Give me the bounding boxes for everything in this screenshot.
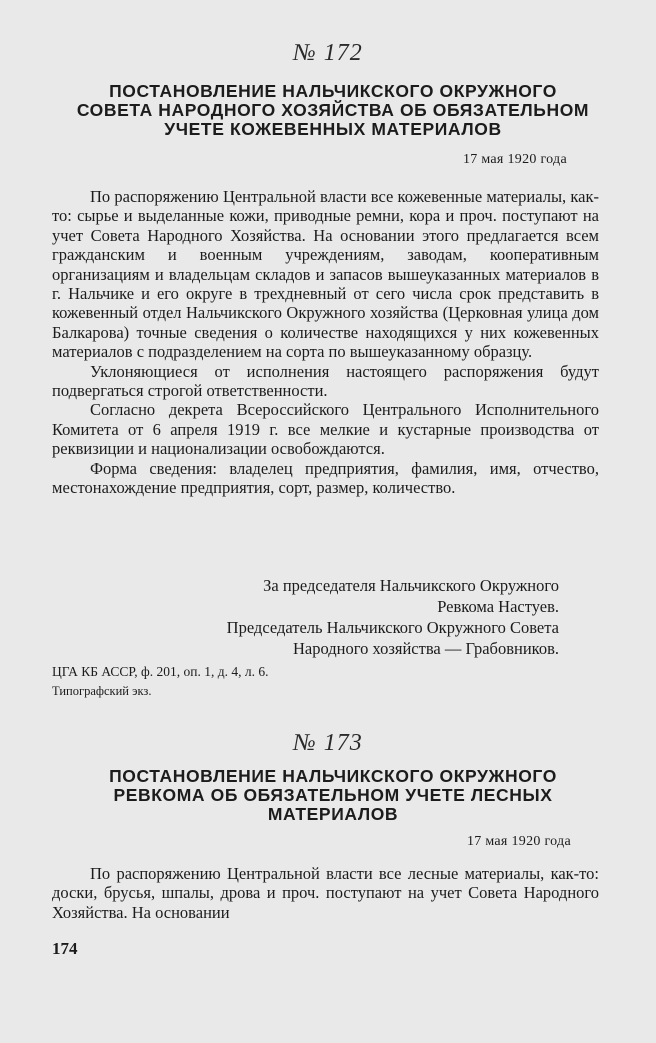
signature-line: Ревкома Настуев. <box>437 597 559 616</box>
doc-172-paragraph: Уклоняющиеся от исполнения настоящего распоряжения будут подвергаться строгой ответственности. <box>52 361 599 401</box>
doc-173-title <box>60 767 606 824</box>
doc-172-title-line: СОВЕТА НАРОДНОГО ХОЗЯЙСТВА ОБ ОБЯЗАТЕЛЬНОМ <box>76 100 590 120</box>
doc-172-paragraph: Форма сведения: владелец предприятия, фамилия, имя, отчество, местонахождение предприятия, сорт, размер, количество. <box>52 458 599 498</box>
doc-172-body <box>52 187 599 498</box>
copy-type-note: Типографский экз. <box>52 684 152 698</box>
doc-173-title-line: ПОСТАНОВЛЕНИЕ НАЛЬЧИКСКОГО ОКРУЖНОГО <box>109 766 557 786</box>
doc-172-title-line: ПОСТАНОВЛЕНИЕ НАЛЬЧИКСКОГО ОКРУЖНОГО <box>109 81 557 101</box>
doc-173-body <box>52 864 599 922</box>
doc-173-date: 17 мая 1920 года <box>466 834 571 849</box>
page-number: 174 <box>52 939 78 958</box>
doc-172-date: 17 мая 1920 года <box>462 152 567 167</box>
signature-line: Председатель Нальчикского Окружного Совета <box>226 618 559 637</box>
doc-173-title-line: РЕВКОМА ОБ ОБЯЗАТЕЛЬНОМ УЧЕТЕ ЛЕСНЫХ <box>113 785 553 805</box>
doc-172-paragraph: По распоряжению Центральной власти все кожевенные материалы, как-то: сырье и выделанные кожи, приводные ремни, кора и проч. поступают на учет Совета Народного Хозяйства. На основании этого предлагается всем гражданским и военным учреждениям, заводам, кооперативным организациям и владельцам складов и запасов вышеуказанных материалов в г. Нальчике и его округе в трехдневный от сего числа срок представить в кожевенный отдел Нальчикского Окружного хозяйства (Церковная улица дом Балкарова) точные сведения о количестве находящихся у них кожевенных материалов с подразделением на сорта по вышеуказанному образцу. <box>52 187 599 362</box>
doc-173-title-line: МАТЕРИАЛОВ <box>267 804 399 824</box>
doc-172-title <box>60 82 606 139</box>
signature-line: Народного хозяйства — Грабовников. <box>293 639 559 658</box>
doc-173-number: № 173 <box>293 730 363 756</box>
doc-173-paragraph: По распоряжению Центральной власти все лесные материалы, как-то: доски, брусья, шпалы, дрова и проч. поступают на учет Совета Народного Хозяйства. На основании <box>52 864 599 922</box>
doc-172-paragraph: Согласно декрета Всероссийского Центрального Исполнительного Комитета от 6 апреля 1919 г. все мелкие и кустарные производства от реквизиции и национализации освобождаются. <box>52 400 599 459</box>
archive-reference: ЦГА КБ АССР, ф. 201, оп. 1, д. 4, л. 6. <box>52 664 269 679</box>
signature-line: За председателя Нальчикского Окружного <box>263 576 559 595</box>
doc-172-number: № 172 <box>293 40 363 66</box>
doc-172-title-line: УЧЕТЕ КОЖЕВЕННЫХ МАТЕРИАЛОВ <box>164 119 502 139</box>
